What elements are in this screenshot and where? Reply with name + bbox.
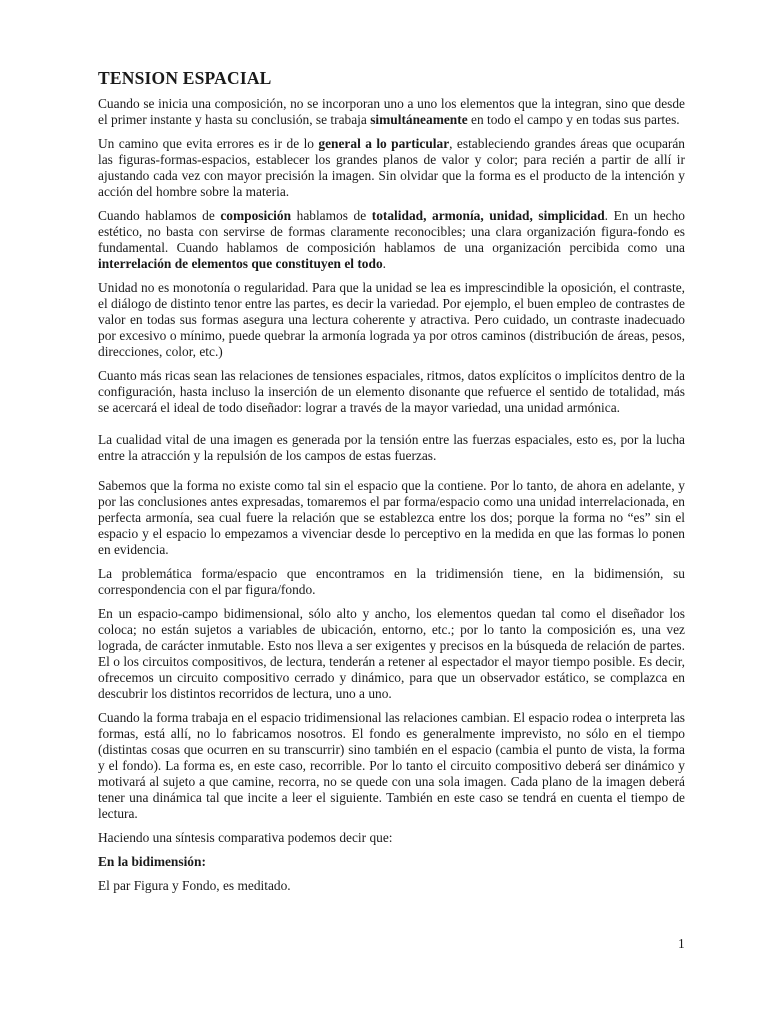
text-run: en todo el campo y en todas sus partes. <box>467 112 680 127</box>
text-run: Sabemos que la forma no existe como tal sin el espacio que la contiene. Por lo tanto, de ahora en adelante, y por las conclusiones antes expresadas, tomaremos el par forma/espacio como una unidad interrelacionada, en perfecta armonía, sea cual fuere la relación que se establezca entre los dos; porque la forma no “es” sin el espacio y el espacio lo empezamos a vivenciar desde lo perceptivo en la medida en que las formas lo ponen en evidencia. <box>98 478 685 557</box>
text-run: Cuanto más ricas sean las relaciones de tensiones espaciales, ritmos, datos explícitos o implícitos dentro de la configuración, hasta incluso la inserción de un elemento disonante que refuerce el sentido de totalidad, más se acercará el ideal de todo diseñador: lograr a través de la mayor variedad, una unidad armónica. <box>98 368 685 415</box>
paragraph-p4 <box>98 280 685 360</box>
paragraph-p2 <box>98 136 685 200</box>
text-run: Un camino que evita errores es ir de lo <box>98 136 319 151</box>
bold-text: totalidad, armonía, unidad, simplicidad <box>371 208 605 223</box>
document-body <box>98 68 685 902</box>
text-run: En un espacio-campo bidimensional, sólo alto y ancho, los elementos quedan tal como el diseñador los coloca; no están sujetos a variables de ubicación, entorno, etc.; por lo tanto la composición es, una vez lograda, de carácter inmutable. Esto nos lleva a ser exigentes y precisos en la búsqueda de relación de partes. El o los circuitos compositivos, de lectura, tenderán a retener al espectador el mayor tiempo posible. Es decir, ofrecemos un circuito compositivo cerrado y dinámico, para que un observador estático, se complazca en descubrir los distintos recorridos de lectura, uno a uno. <box>98 606 685 701</box>
bold-text: composición <box>220 208 292 223</box>
page-number: 1 <box>678 936 685 951</box>
paragraph-p9 <box>98 606 685 702</box>
text-run: La cualidad vital de una imagen es generada por la tensión entre las fuerzas espaciales, esto es, por la lucha entre la atracción y la repulsión de los campos de estas fuerzas. <box>98 432 685 463</box>
paragraph-p11 <box>98 830 685 846</box>
paragraph-p12 <box>98 854 685 870</box>
paragraph-p3 <box>98 208 685 272</box>
bold-text: En la bidimensión: <box>98 854 206 869</box>
text-run: . En un hecho estético, no basta con servirse de formas claramente reconocibles; una clara organización figura-fondo es fundamental. Cuando hablamos de composición hablamos de una organización percibida como una <box>98 208 685 255</box>
paragraph-p8 <box>98 566 685 598</box>
text-run: Cuando se inicia una composición, no se incorporan uno a uno los elementos que la integran, sino que desde el primer instante y hasta su conclusión, se trabaja <box>98 96 685 127</box>
paragraph-p6 <box>98 432 685 464</box>
paragraph-p1 <box>98 96 685 128</box>
paragraph-p7 <box>98 478 685 558</box>
text-run: El par Figura y Fondo, es meditado. <box>98 878 291 893</box>
paragraph-p13 <box>98 878 685 894</box>
bold-text: interrelación de elementos que constituyen el todo <box>98 256 383 271</box>
bold-text: general a lo particular <box>318 136 450 151</box>
paragraph-list <box>98 96 685 894</box>
text-run: Cuando hablamos de <box>98 208 221 223</box>
text-run: , estableciendo grandes áreas que ocuparán las figuras-formas-espacios, establecer los grandes planos de valor y color; para recién a partir de allí ir ajustando cada vez con mayor precisión la imagen. Sin olvidar que la forma es el producto de la intención y acción del hombre sobre la materia. <box>98 136 685 199</box>
paragraph-p10 <box>98 710 685 822</box>
bold-text: simultáneamente <box>370 112 468 127</box>
document-title: TENSION ESPACIAL <box>98 68 272 88</box>
text-run: hablamos de <box>291 208 372 223</box>
text-run: La problemática forma/espacio que encontramos en la tridimensión tiene, en la bidimensión, su correspondencia con el par figura/fondo. <box>98 566 685 597</box>
text-run: . <box>382 256 387 271</box>
paragraph-p5 <box>98 368 685 416</box>
text-run: Haciendo una síntesis comparativa podemos decir que: <box>98 830 393 845</box>
text-run: Cuando la forma trabaja en el espacio tridimensional las relaciones cambian. El espacio rodea o interpreta las formas, está allí, no lo fabricamos nosotros. El fondo es generalmente imprevisto, no sólo en el tiempo (distintas cosas que ocurren en su transcurrir) sino también en el espacio (cambia el punto de vista, la forma y el fondo). La forma es, en este caso, recorrible. Por lo tanto el circuito compositivo deberá ser dinámico y motivará al sujeto a que camine, recorra, no se quede con una sola imagen. Cada plano de la imagen deberá tener una dinámica tal que incite a leer el siguiente. También en este caso se tendrá en cuenta el tiempo de lectura. <box>98 710 685 821</box>
text-run: Unidad no es monotonía o regularidad. Para que la unidad se lea es imprescindible la oposición, el contraste, el diálogo de distinto tenor entre las partes, es decir la variedad. Por ejemplo, el buen empleo de contrastes de valor en todas sus formas asegura una lectura coherente y atractiva. Pero cuidado, un contraste inadecuado por excesivo o mínimo, puede quebrar la armonía lograda ya por otros caminos (distribución de áreas, pesos, direcciones, color, etc.) <box>98 280 685 359</box>
